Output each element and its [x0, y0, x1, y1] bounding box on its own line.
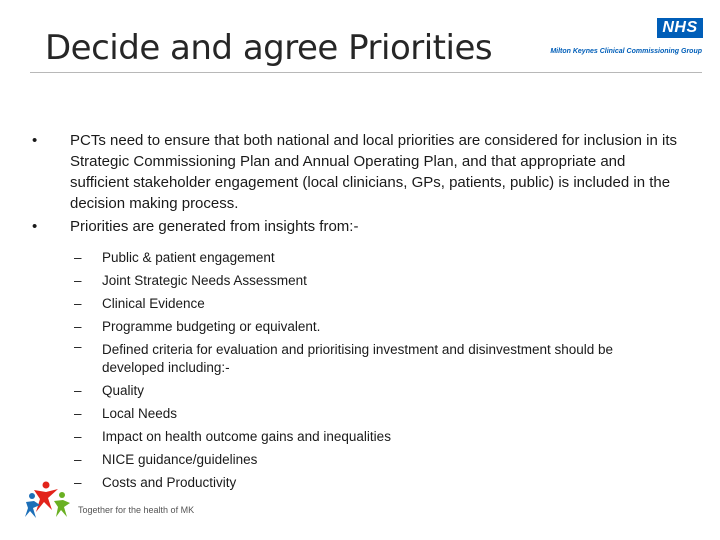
- sub-bullet-item: [74, 292, 674, 315]
- sub-bullet-item: [74, 379, 674, 402]
- sub-bullet-text: Local Needs: [102, 406, 178, 421]
- sub-bullet-item: [74, 448, 674, 471]
- bullet-item: [30, 130, 680, 214]
- dash-bullet-icon: –: [74, 475, 82, 490]
- sub-bullet-text: Costs and Productivity: [102, 475, 237, 490]
- sub-bullet-item: [74, 425, 674, 448]
- dash-bullet-icon: –: [74, 383, 82, 398]
- title-divider: [30, 72, 702, 73]
- sub-bullet-item: [74, 338, 674, 379]
- sub-bullet-text: Joint Strategic Needs Assessment: [102, 273, 307, 288]
- dash-bullet-icon: –: [74, 296, 82, 311]
- sub-bullet-text: Clinical Evidence: [102, 296, 205, 311]
- dash-bullet-icon: –: [74, 429, 82, 444]
- dash-bullet-icon: –: [74, 406, 82, 421]
- bullet-text: Priorities are generated from insights from:-: [70, 218, 359, 235]
- dash-bullet-icon: –: [74, 339, 82, 354]
- sub-bullet-item: [74, 246, 674, 269]
- bullet-item: [30, 216, 680, 237]
- page-title: Decide and agree Priorities: [45, 28, 493, 68]
- dash-bullet-icon: –: [74, 273, 82, 288]
- dash-bullet-icon: –: [74, 319, 82, 334]
- sub-bullet-text: Impact on health outcome gains and inequalities: [102, 429, 391, 444]
- people-figures-logo-icon: [24, 480, 72, 520]
- sub-bullet-item: [74, 402, 674, 425]
- sub-bullet-text: Quality: [102, 383, 145, 398]
- dash-bullet-icon: –: [74, 250, 82, 265]
- footer-tagline: Together for the health of MK: [78, 505, 195, 515]
- sub-bullet-text: Defined criteria for evaluation and prioritising investment and disinvestment should be developed including:-: [102, 342, 614, 375]
- sub-bullet-item: [74, 315, 674, 338]
- sub-bullet-text: Public & patient engagement: [102, 250, 275, 265]
- sub-bullet-text: Programme budgeting or equivalent.: [102, 319, 321, 334]
- bullet-text: PCTs need to ensure that both national and local priorities are considered for inclusion in its Strategic Commissioning Plan and Annual Operating Plan, and that appropriate and sufficient stakeholder engagement (local clinicians, GPs, patients, public) is included in the decision making process.: [70, 132, 678, 212]
- organisation-name: Milton Keynes Clinical Commissioning Group: [550, 48, 702, 55]
- dash-bullet-icon: –: [74, 452, 82, 467]
- sub-bullet-text: NICE guidance/guidelines: [102, 452, 258, 467]
- sub-bullet-item: [74, 471, 674, 494]
- bullet-list: [30, 130, 680, 237]
- bullet-dot-icon: •: [32, 218, 38, 235]
- bullet-dot-icon: •: [32, 132, 38, 149]
- sub-bullet-list: [74, 246, 674, 494]
- sub-bullet-item: [74, 269, 674, 292]
- nhs-logo: NHS: [657, 18, 703, 38]
